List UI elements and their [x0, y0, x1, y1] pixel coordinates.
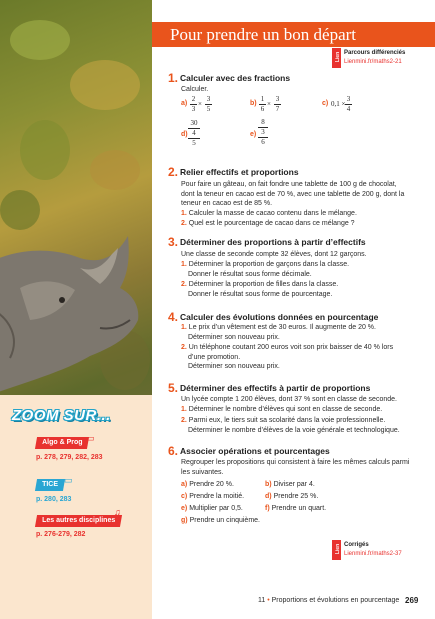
item-label: a) [181, 100, 188, 107]
exercise-title: Déterminer des effectifs à partir de proportions [180, 383, 371, 393]
proposition: e) Multiplier par 0,5. [181, 505, 243, 512]
resource-link-bottom[interactable] [332, 540, 432, 560]
exercise-text: Un lycée compte 1 200 élèves, dont 37 % sont en classe de seconde. [181, 396, 397, 403]
exercise-number: 3. [168, 235, 179, 249]
tice-tag[interactable]: TICE [35, 479, 65, 491]
question-line: d’une promotion. [188, 353, 241, 361]
exercise-text: les suivantes. [181, 468, 224, 476]
item-label: b) [250, 100, 257, 107]
proposition: d) Prendre 25 %. [265, 493, 319, 500]
proposition: c) Prendre la moitié. [181, 493, 245, 500]
zoom-panel [0, 395, 152, 619]
question-line: Déterminer son nouveau prix. [188, 333, 280, 341]
rhino-head-illustration [0, 228, 152, 403]
proposition: f) Prendre un quart. [265, 505, 327, 512]
resource-url[interactable]: Lienmini.fr/maths2-37 [344, 551, 402, 557]
exercise-text: Regrouper les propositions qui consistent à faire les mêmes calculs parmi [181, 459, 410, 466]
question: 1. Le prix d’un vêtement est de 30 euros. Il augmente de 20 %. [181, 324, 376, 331]
exercise-number: 4. [168, 310, 179, 324]
question: 2. Parmi eux, le tiers suit sa scolarité dans la voie professionnelle. [181, 417, 386, 424]
link-badge-icon: Lien [332, 540, 341, 560]
exercise-intro: Calculer. [181, 86, 209, 93]
page-header [152, 22, 435, 47]
music-icon: ♫ [114, 507, 121, 517]
resource-link-top[interactable] [332, 48, 432, 68]
question-line: Déterminer le nombre d’élèves de la voie générale et technologique. [188, 426, 400, 434]
other-ref: p. 276-279, 282 [36, 531, 86, 538]
question: 1. Déterminer le nombre d’élèves qui sont en classe de seconde. [181, 406, 383, 413]
exercise-text: teneur en cacao est de 85 %. [181, 200, 273, 207]
exercise-text: dont la teneur en cacao est de 70 %, avec une tablette de 200 g, dont la [181, 190, 405, 198]
resource-title: Parcours différenciés [344, 50, 406, 56]
link-badge-icon: Lien [332, 48, 341, 68]
fraction: 3 7 [275, 95, 280, 113]
fraction: 3 5 [206, 95, 211, 113]
resource-url[interactable]: Lienmini.fr/maths2-21 [344, 59, 402, 65]
item-label: e) [250, 131, 257, 138]
exercise-title: Déterminer des proportions à partir d’effectifs [180, 237, 366, 247]
exercise-number: 2. [168, 165, 179, 179]
compound-fraction: 8 3 6 [258, 118, 268, 146]
proposition: b) Diviser par 4. [265, 481, 315, 488]
exercise-number: 1. [168, 71, 179, 85]
item-label: c) [322, 100, 329, 107]
item-label: d) [181, 131, 188, 138]
computer-icon: ▭ [64, 475, 73, 485]
exercise-text: Pour faire un gâteau, on fait fondre une tablette de 100 g de chocolat, [181, 181, 397, 188]
operator: × [198, 100, 202, 108]
proposition: a) Prendre 20 %. [181, 481, 234, 488]
fraction: 2 3 [191, 95, 196, 113]
question: 1. Calculer la masse de cacao contenu dans le mélange. [181, 210, 357, 217]
exercise-number: 5. [168, 381, 179, 395]
exercise-title: Relier effectifs et proportions [180, 167, 299, 177]
proposition: g) Prendre un cinquième. [181, 517, 260, 524]
algo-tag[interactable]: Algo & Prog [35, 437, 90, 449]
question: 1. Déterminer la proportion de garçons dans la classe. [181, 261, 350, 268]
compound-fraction: 30 4 5 [188, 119, 200, 147]
operator: × [267, 100, 271, 108]
exercise-title: Calculer avec des fractions [180, 73, 291, 83]
exercise-title: Associer opérations et pourcentages [180, 446, 330, 456]
question: 2. Déterminer la proportion de filles dans la classe. [181, 281, 339, 288]
algo-ref: p. 278, 279, 282, 283 [36, 454, 103, 461]
chapter-footer: 11 • Proportions et évolutions en pourcentage [258, 597, 400, 604]
fraction: 1 6 [260, 95, 265, 113]
page-number: 269 [405, 596, 419, 605]
question-line: Déterminer son nouveau prix. [188, 363, 280, 370]
question-line: Donner le résultat sous forme décimale. [188, 270, 312, 278]
question: 2. Quel est le pourcentage de cacao dans ce mélange ? [181, 220, 355, 227]
other-disciplines-tag[interactable]: Les autres disciplines [35, 515, 122, 527]
laptop-icon: ▭ [86, 433, 95, 443]
question-line: Donner le résultat sous forme de pourcentage. [188, 290, 333, 298]
exercise-number: 6. [168, 444, 179, 458]
expression: 0,1 × [331, 100, 346, 108]
tice-ref: p. 280, 283 [36, 496, 72, 503]
resource-title: Corrigés [344, 542, 369, 548]
exercise-title: Calculer des évolutions données en pourcentage [180, 312, 379, 322]
page-title: Pour prendre un bon départ [170, 25, 357, 44]
question: 2. Un téléphone coutant 200 euros voit son prix baisser de 40 % lors [181, 344, 394, 351]
fraction: 3 4 [346, 95, 351, 113]
exercise-text: Une classe de seconde compte 32 élèves, dont 12 garçons. [181, 251, 367, 258]
zoom-title: ZOOM SUR... [12, 407, 111, 424]
